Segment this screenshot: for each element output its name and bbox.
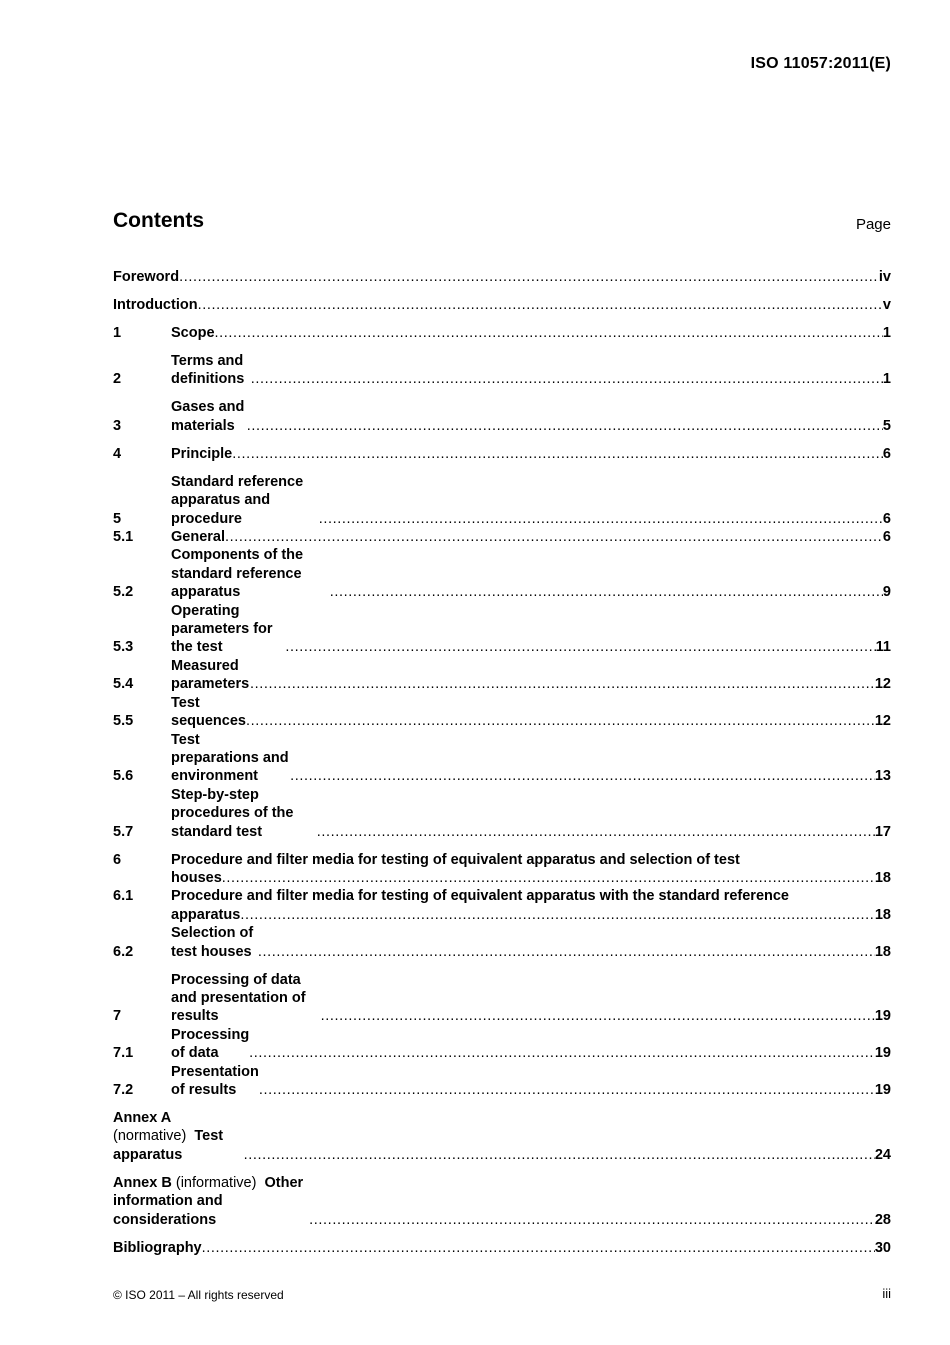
toc-page: 18 — [874, 906, 891, 923]
toc-annex-title — [113, 1174, 309, 1229]
toc-title: Bibliography — [113, 1239, 202, 1256]
toc-title: Foreword — [113, 269, 180, 285]
annex-qualifier: (informative) — [175, 1174, 257, 1191]
toc-title: Presentation of results — [171, 1063, 259, 1098]
toc-number: 5.4 — [113, 676, 134, 693]
toc-entry-7-2[interactable] — [113, 1063, 891, 1100]
toc-number: 1 — [113, 325, 122, 341]
toc-entry-5-4[interactable] — [113, 657, 891, 694]
toc-page: 6 — [882, 445, 891, 462]
toc-number: 5.2 — [113, 584, 134, 601]
toc-number: 5.7 — [113, 823, 134, 840]
toc-number: 5 — [113, 510, 122, 527]
toc-page: 24 — [874, 1146, 891, 1163]
toc-page: 17 — [874, 823, 891, 840]
toc-title: General — [171, 529, 225, 546]
dot-leader — [222, 869, 875, 887]
dot-leader — [249, 1044, 875, 1062]
toc-entry-5-5[interactable] — [113, 694, 891, 731]
dot-leader — [321, 1007, 875, 1025]
dot-leader — [215, 324, 883, 342]
contents-heading: Contents — [113, 209, 204, 232]
toc-title: Test preparations and environment — [171, 731, 289, 785]
dot-leader — [246, 712, 875, 730]
toc-title: Terms and definitions — [171, 353, 245, 388]
dot-leader — [198, 296, 883, 314]
toc-page: 1 — [882, 371, 891, 388]
dot-leader — [309, 1211, 875, 1229]
toc-page: 12 — [874, 713, 891, 730]
toc-entry-annex-b[interactable] — [113, 1174, 891, 1229]
toc-entry-introduction[interactable] — [113, 296, 891, 314]
toc-number: 5.1 — [113, 529, 134, 546]
dot-leader — [290, 767, 875, 785]
toc-entry-5-2[interactable] — [113, 546, 891, 601]
toc-number: 7.2 — [113, 1082, 134, 1098]
toc-title: houses — [171, 869, 222, 886]
dot-leader — [232, 445, 883, 463]
toc-entry-foreword[interactable] — [113, 268, 891, 286]
toc-page: v — [882, 297, 891, 313]
toc-number: 7.1 — [113, 1045, 134, 1062]
toc-page: 1 — [882, 325, 891, 341]
toc-page: iv — [878, 269, 891, 285]
toc-entry-3[interactable] — [113, 398, 891, 435]
dot-leader — [225, 528, 883, 546]
toc-title-line1: Procedure and filter media for testing of equivalent apparatus with the standard reference — [171, 888, 789, 905]
dot-leader — [240, 906, 875, 924]
toc-title: Processing of data and presentation of results — [171, 971, 306, 1025]
toc-number: 5.3 — [113, 639, 134, 656]
toc-title: Measured parameters — [171, 657, 250, 693]
toc-page: 18 — [874, 869, 891, 886]
toc-number: 6 — [113, 851, 122, 868]
dot-leader — [179, 268, 879, 286]
toc-number: 5.5 — [113, 713, 134, 730]
toc-entry-annex-a[interactable] — [113, 1109, 891, 1164]
toc-entry-7[interactable] — [113, 971, 891, 1026]
toc-page: 6 — [882, 510, 891, 527]
toc-entry-7-1[interactable] — [113, 1026, 891, 1063]
toc-title: Components of the standard reference apparatus — [171, 547, 304, 601]
toc-page: 19 — [874, 1008, 891, 1025]
toc-entry-1[interactable] — [113, 324, 891, 342]
toc-entry-5-3[interactable] — [113, 602, 891, 657]
toc-entry-5-1[interactable] — [113, 528, 891, 546]
toc-title: Processing of data — [171, 1026, 250, 1062]
toc-entry-5-6[interactable] — [113, 731, 891, 786]
dot-leader — [258, 943, 875, 961]
toc-number: 3 — [113, 417, 122, 434]
toc-entry-6-1[interactable] — [113, 887, 891, 924]
toc-page: 28 — [874, 1211, 891, 1228]
toc-page: 6 — [882, 529, 891, 546]
toc-title: Standard reference apparatus and procedure — [171, 473, 304, 527]
toc-title: Step-by-step procedures of the standard test — [171, 786, 294, 840]
toc-page: 19 — [874, 1082, 891, 1098]
toc-title: Selection of test houses — [171, 925, 254, 960]
toc-entry-2[interactable] — [113, 352, 891, 389]
toc-page: 5 — [882, 417, 891, 434]
toc-title: Introduction — [113, 297, 198, 313]
toc-number: 5.6 — [113, 768, 134, 785]
toc-page: 12 — [874, 676, 891, 693]
toc-page: 9 — [882, 584, 891, 601]
dot-leader — [244, 1146, 875, 1164]
toc-page: 18 — [874, 943, 891, 960]
dot-leader — [202, 1239, 875, 1257]
toc-title: Test sequences — [171, 694, 246, 730]
toc-page: 13 — [874, 768, 891, 785]
toc-title: Other information and considerations — [113, 1174, 304, 1228]
toc-page: 30 — [874, 1239, 891, 1256]
toc-entry-6[interactable] — [113, 851, 891, 888]
annex-prefix: Annex B — [113, 1174, 172, 1191]
toc-title: Scope — [171, 325, 215, 341]
dot-leader — [330, 583, 883, 601]
toc-title: Principle — [171, 445, 233, 462]
toc-title: apparatus — [171, 906, 241, 923]
toc-page: 11 — [875, 639, 891, 656]
document-code: ISO 11057:2011(E) — [750, 55, 891, 72]
toc-entry-5-7[interactable] — [113, 786, 891, 841]
toc-title: Operating parameters for the test — [171, 602, 273, 656]
dot-leader — [319, 510, 883, 528]
toc-entry-bibliography[interactable] — [113, 1239, 891, 1257]
annex-qualifier: (normative) — [113, 1128, 187, 1145]
toc-entry-4[interactable] — [113, 445, 891, 463]
toc-entry-5[interactable] — [113, 473, 891, 528]
toc-number: 6.1 — [113, 888, 134, 905]
table-of-contents — [113, 268, 891, 1257]
toc-entry-6-2[interactable] — [113, 924, 891, 961]
toc-page: 19 — [874, 1045, 891, 1062]
dot-leader — [247, 417, 883, 435]
toc-title: Test apparatus — [113, 1128, 224, 1163]
dot-leader — [251, 370, 883, 388]
toc-number: 6.2 — [113, 943, 134, 960]
dot-leader — [285, 638, 875, 656]
toc-title: Gases and materials — [171, 399, 245, 434]
dot-leader — [317, 823, 875, 841]
toc-title-line1: Procedure and filter media for testing of equivalent apparatus and selection of test — [171, 851, 740, 868]
annex-prefix: Annex A — [113, 1110, 171, 1126]
toc-number: 7 — [113, 1008, 122, 1025]
page-column-label: Page — [855, 216, 891, 233]
copyright-notice: © ISO 2011 – All rights reserved — [113, 1288, 284, 1302]
dot-leader — [250, 675, 875, 693]
page-number: iii — [882, 1286, 891, 1301]
dot-leader — [259, 1081, 875, 1099]
toc-number: 4 — [113, 445, 122, 462]
toc-number: 2 — [113, 371, 122, 388]
toc-annex-title — [113, 1109, 244, 1164]
